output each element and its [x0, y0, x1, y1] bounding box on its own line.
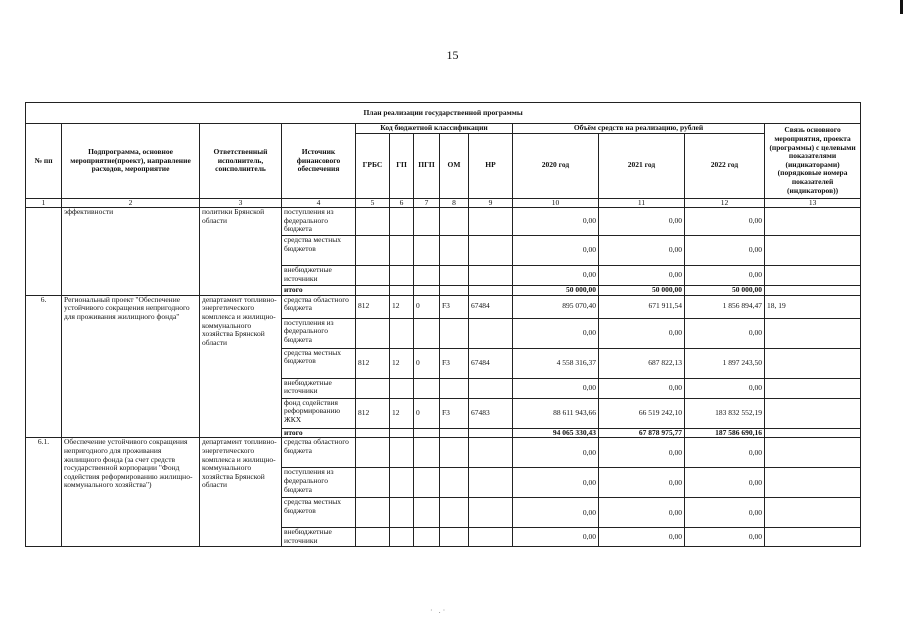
table-row — [26, 438, 861, 468]
code-gp-cell — [390, 236, 414, 266]
amount-y2020-cell: 0,00 — [513, 438, 599, 468]
col-index: 6 — [390, 198, 414, 208]
link-cell — [765, 208, 861, 236]
link-cell — [765, 286, 861, 296]
link-cell — [765, 528, 861, 546]
code-nr-cell — [469, 236, 513, 266]
header-om: ОМ — [440, 133, 469, 198]
header-2022: 2022 год — [685, 133, 765, 198]
code-om-cell — [440, 498, 469, 528]
code-nr-cell — [469, 428, 513, 438]
amount-y2022-cell: 0,00 — [685, 378, 765, 398]
col-index: 4 — [282, 198, 356, 208]
amount-y2020-cell: 0,00 — [513, 208, 599, 236]
code-nr-cell — [469, 498, 513, 528]
col-index: 13 — [765, 198, 861, 208]
scan-artifact: · .· — [430, 606, 448, 615]
code-gp-cell — [390, 286, 414, 296]
code-gp-cell — [390, 498, 414, 528]
amount-y2020-cell: 0,00 — [513, 266, 599, 286]
code-grbs-cell — [356, 286, 390, 296]
code-nr-cell — [469, 528, 513, 546]
link-cell — [765, 266, 861, 286]
code-nr-cell — [469, 266, 513, 286]
amount-y2022-cell: 0,00 — [685, 208, 765, 236]
amount-y2021-cell: 0,00 — [599, 498, 685, 528]
amount-y2022-cell: 183 832 552,19 — [685, 398, 765, 428]
amount-y2021-cell: 0,00 — [599, 528, 685, 546]
code-nr-cell — [469, 438, 513, 468]
amount-y2021-cell: 0,00 — [599, 438, 685, 468]
source-cell: поступления из федерального бюджета — [282, 468, 356, 498]
header-num: № пп — [26, 124, 62, 199]
link-cell — [765, 468, 861, 498]
table-body — [26, 208, 861, 546]
code-gp-cell — [390, 468, 414, 498]
program-cell: Обеспечение устойчивого сокращения непригодного для проживания жилищного фонда (за счет средств государственной корпорации "Фонд содействия реформированию жилищно-коммунального хозяйства") — [62, 438, 200, 546]
source-cell: поступления из федерального бюджета — [282, 318, 356, 348]
code-gp-cell — [390, 378, 414, 398]
code-pgp-cell — [414, 286, 440, 296]
code-pgp-cell — [414, 528, 440, 546]
code-grbs-cell — [356, 428, 390, 438]
amount-y2021-cell: 0,00 — [599, 236, 685, 266]
amount-y2020-cell: 4 558 316,37 — [513, 348, 599, 378]
code-om-cell — [440, 236, 469, 266]
header-program: Подпрограмма, основное мероприятие(проект), направление расходов, мероприятие — [62, 124, 200, 199]
amount-y2022-cell: 0,00 — [685, 528, 765, 546]
code-pgp-cell — [414, 498, 440, 528]
amount-y2020-cell: 0,00 — [513, 378, 599, 398]
program-plan-table — [25, 102, 861, 547]
code-om-cell — [440, 318, 469, 348]
code-gp-cell — [390, 266, 414, 286]
code-om-cell — [440, 428, 469, 438]
code-pgp-cell — [414, 428, 440, 438]
amount-y2021-cell: 0,00 — [599, 266, 685, 286]
header-link: Связь основного мероприятия, проекта (программы) с целевыми показателями (индикаторами) (порядковые номера показателей (индикаторов)) — [765, 124, 861, 199]
amount-y2021-cell: 671 911,54 — [599, 295, 685, 318]
col-index: 3 — [200, 198, 282, 208]
responsible-cell: политики Брянской области — [200, 208, 282, 296]
link-cell — [765, 398, 861, 428]
header-nr: НР — [469, 133, 513, 198]
code-grbs-cell — [356, 318, 390, 348]
header-volume: Объём средств на реализацию, рублей — [513, 124, 765, 134]
code-om-cell — [440, 266, 469, 286]
code-grbs-cell — [356, 378, 390, 398]
amount-y2020-cell: 88 611 943,66 — [513, 398, 599, 428]
code-om-cell — [440, 528, 469, 546]
code-grbs-cell — [356, 468, 390, 498]
source-cell: средства местных бюджетов — [282, 348, 356, 378]
code-nr-cell: 67484 — [469, 348, 513, 378]
amount-y2022-cell: 1 856 894,47 — [685, 295, 765, 318]
code-pgp-cell — [414, 438, 440, 468]
amount-y2021-cell: 0,00 — [599, 208, 685, 236]
header-gp: ГП — [390, 133, 414, 198]
code-grbs-cell — [356, 438, 390, 468]
code-pgp-cell: 0 — [414, 295, 440, 318]
header-responsible: Ответственный исполнитель, соисполнитель — [200, 124, 282, 199]
code-om-cell — [440, 438, 469, 468]
code-pgp-cell: 0 — [414, 398, 440, 428]
amount-y2022-cell: 0,00 — [685, 318, 765, 348]
col-index: 8 — [440, 198, 469, 208]
code-grbs-cell — [356, 498, 390, 528]
amount-y2022-cell: 0,00 — [685, 498, 765, 528]
col-index: 2 — [62, 198, 200, 208]
code-om-cell — [440, 286, 469, 296]
code-gp-cell: 12 — [390, 398, 414, 428]
code-nr-cell — [469, 468, 513, 498]
code-nr-cell — [469, 318, 513, 348]
source-cell: внебюджетные источники — [282, 528, 356, 546]
link-cell — [765, 348, 861, 378]
code-grbs-cell — [356, 208, 390, 236]
code-pgp-cell — [414, 236, 440, 266]
col-index: 5 — [356, 198, 390, 208]
code-nr-cell: 67484 — [469, 295, 513, 318]
code-grbs-cell — [356, 266, 390, 286]
amount-y2021-cell: 50 000,00 — [599, 286, 685, 296]
edge-mark — [900, 0, 903, 14]
col-index: 12 — [685, 198, 765, 208]
code-om-cell — [440, 468, 469, 498]
code-om-cell: F3 — [440, 295, 469, 318]
link-cell: 18, 19 — [765, 295, 861, 318]
code-pgp-cell — [414, 266, 440, 286]
code-gp-cell — [390, 318, 414, 348]
link-cell — [765, 236, 861, 266]
code-nr-cell — [469, 286, 513, 296]
amount-y2022-cell: 1 897 243,50 — [685, 348, 765, 378]
code-pgp-cell — [414, 208, 440, 236]
responsible-cell: департамент топливно-энергетического комплекса и жилищно-коммунального хозяйства Брянской области — [200, 295, 282, 438]
row-number-cell: 6. — [26, 295, 62, 438]
code-gp-cell — [390, 208, 414, 236]
header-pgp: ПГП — [414, 133, 440, 198]
source-cell: внебюджетные источники — [282, 378, 356, 398]
amount-y2020-cell: 0,00 — [513, 498, 599, 528]
link-cell — [765, 498, 861, 528]
code-pgp-cell: 0 — [414, 348, 440, 378]
source-cell: средства областного бюджета — [282, 295, 356, 318]
code-grbs-cell — [356, 236, 390, 266]
code-grbs-cell: 812 — [356, 348, 390, 378]
code-gp-cell: 12 — [390, 295, 414, 318]
header-2020: 2020 год — [513, 133, 599, 198]
amount-y2020-cell: 0,00 — [513, 236, 599, 266]
amount-y2020-cell: 0,00 — [513, 468, 599, 498]
row-number-cell: 6.1. — [26, 438, 62, 546]
link-cell — [765, 428, 861, 438]
source-cell: средства местных бюджетов — [282, 498, 356, 528]
amount-y2020-cell: 50 000,00 — [513, 286, 599, 296]
source-cell: итого — [282, 286, 356, 296]
code-nr-cell: 67483 — [469, 398, 513, 428]
source-cell: средства местных бюджетов — [282, 236, 356, 266]
code-nr-cell — [469, 208, 513, 236]
amount-y2020-cell: 94 065 330,43 — [513, 428, 599, 438]
code-om-cell: F3 — [440, 398, 469, 428]
amount-y2020-cell: 0,00 — [513, 318, 599, 348]
code-pgp-cell — [414, 468, 440, 498]
source-cell: итого — [282, 428, 356, 438]
code-grbs-cell: 812 — [356, 295, 390, 318]
amount-y2021-cell: 67 878 975,77 — [599, 428, 685, 438]
code-grbs-cell: 812 — [356, 398, 390, 428]
amount-y2020-cell: 895 070,40 — [513, 295, 599, 318]
source-cell: поступления из федерального бюджета — [282, 208, 356, 236]
col-index: 10 — [513, 198, 599, 208]
page-number: 15 — [446, 48, 459, 62]
code-grbs-cell — [356, 528, 390, 546]
program-cell: эффективности — [62, 208, 200, 296]
code-gp-cell — [390, 428, 414, 438]
code-pgp-cell — [414, 318, 440, 348]
amount-y2022-cell: 0,00 — [685, 468, 765, 498]
code-gp-cell — [390, 438, 414, 468]
amount-y2021-cell: 0,00 — [599, 318, 685, 348]
amount-y2022-cell: 0,00 — [685, 266, 765, 286]
col-index: 1 — [26, 198, 62, 208]
amount-y2022-cell: 0,00 — [685, 438, 765, 468]
amount-y2020-cell: 0,00 — [513, 528, 599, 546]
code-om-cell — [440, 378, 469, 398]
header-budget-code: Код бюджетной классификации — [356, 124, 513, 134]
col-index: 9 — [469, 198, 513, 208]
link-cell — [765, 438, 861, 468]
link-cell — [765, 318, 861, 348]
code-pgp-cell — [414, 378, 440, 398]
amount-y2021-cell: 0,00 — [599, 468, 685, 498]
program-cell: Региональный проект "Обеспечение устойчивого сокращения непригодного для проживания жилищного фонда" — [62, 295, 200, 438]
code-om-cell — [440, 208, 469, 236]
code-gp-cell: 12 — [390, 348, 414, 378]
table-title: План реализации государственной программы — [26, 103, 861, 124]
table-row — [26, 208, 861, 236]
amount-y2021-cell: 0,00 — [599, 378, 685, 398]
column-index-row — [26, 198, 861, 208]
col-index: 11 — [599, 198, 685, 208]
header-grbs: ГРБС — [356, 133, 390, 198]
col-index: 7 — [414, 198, 440, 208]
amount-y2022-cell: 187 586 690,16 — [685, 428, 765, 438]
table-row — [26, 295, 861, 318]
header-source: Источник финансового обеспечения — [282, 124, 356, 199]
code-om-cell: F3 — [440, 348, 469, 378]
amount-y2022-cell: 50 000,00 — [685, 286, 765, 296]
amount-y2021-cell: 66 519 242,10 — [599, 398, 685, 428]
code-nr-cell — [469, 378, 513, 398]
responsible-cell: департамент топливно-энергетического комплекса и жилищно-коммунального хозяйства Брянской области — [200, 438, 282, 546]
amount-y2022-cell: 0,00 — [685, 236, 765, 266]
link-cell — [765, 378, 861, 398]
source-cell: внебюджетные источники — [282, 266, 356, 286]
amount-y2021-cell: 687 822,13 — [599, 348, 685, 378]
source-cell: фонд содействия реформированию ЖКХ — [282, 398, 356, 428]
code-gp-cell — [390, 528, 414, 546]
row-number-cell — [26, 208, 62, 296]
source-cell: средства областного бюджета — [282, 438, 356, 468]
header-2021: 2021 год — [599, 133, 685, 198]
